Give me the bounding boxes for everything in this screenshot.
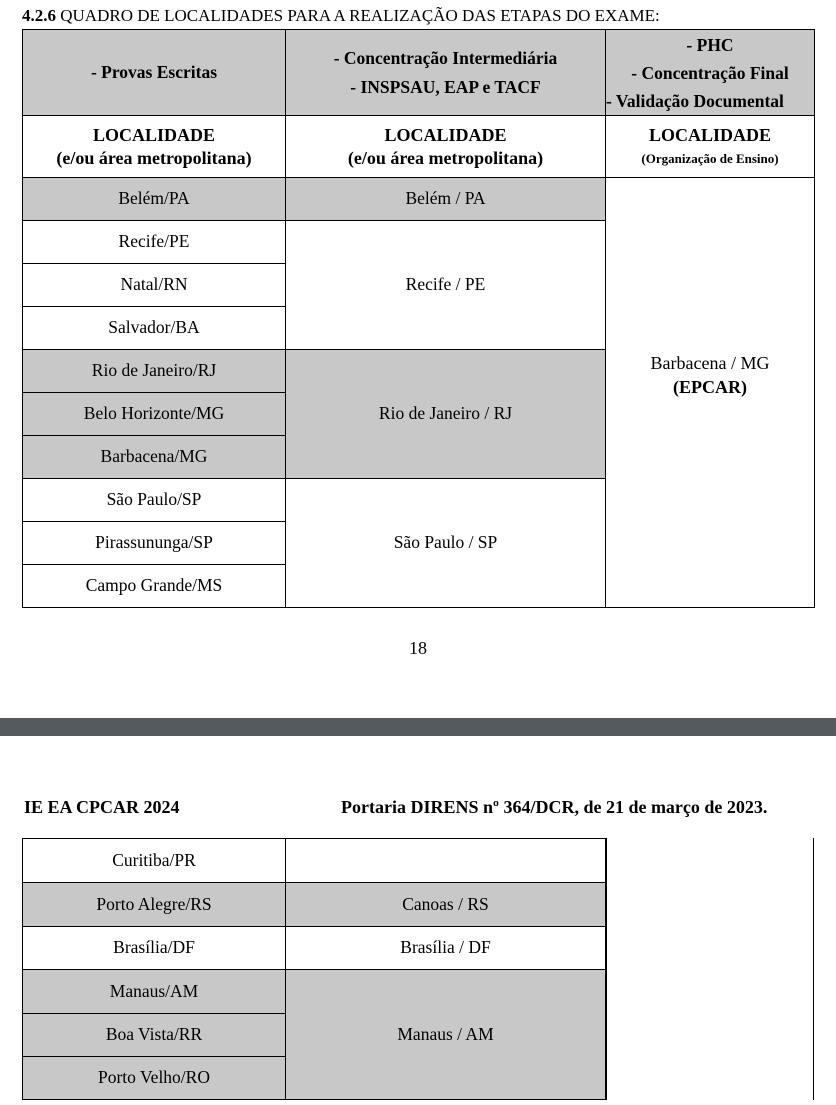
group-cell: São Paulo / SP <box>286 479 606 608</box>
group-cell: Rio de Janeiro / RJ <box>286 350 606 479</box>
city-cell: Belém/PA <box>23 178 286 221</box>
group-cell <box>286 839 606 883</box>
section-heading <box>22 6 660 26</box>
running-header-left: IE EA CPCAR 2024 <box>24 797 180 817</box>
group-cell: Canoas / RS <box>286 883 606 927</box>
city-cell: Curitiba/PR <box>23 839 286 883</box>
table-row <box>23 839 606 883</box>
city-cell: Salvador/BA <box>23 307 286 350</box>
group-cell: Brasília / DF <box>286 927 606 970</box>
table-row <box>23 970 606 1014</box>
table-row <box>23 883 606 927</box>
subheader-col2: LOCALIDADE (e/ou área metropolitana) <box>286 116 606 178</box>
city-cell: Boa Vista/RR <box>23 1014 286 1057</box>
group-cell: Recife / PE <box>286 221 606 350</box>
section-number: 4.2.6 <box>22 6 56 25</box>
city-cell: Rio de Janeiro/RJ <box>23 350 286 393</box>
page-number: 18 <box>409 638 427 658</box>
page-divider <box>0 718 836 736</box>
city-cell: Recife/PE <box>23 221 286 264</box>
table-row <box>23 178 815 221</box>
group-cell: Manaus / AM <box>286 970 606 1100</box>
city-cell: Pirassununga/SP <box>23 522 286 565</box>
table-header-row <box>23 30 815 116</box>
city-cell: Belo Horizonte/MG <box>23 393 286 436</box>
subheader-col3: LOCALIDADE (Organização de Ensino) <box>606 116 815 178</box>
city-cell: Barbacena/MG <box>23 436 286 479</box>
locations-table <box>22 29 815 608</box>
city-cell: Brasília/DF <box>23 927 286 970</box>
city-cell: Porto Alegre/RS <box>23 883 286 927</box>
running-header-right: Portaria DIRENS nº 364/DCR, de 21 de março de 2023. <box>341 797 768 817</box>
final-location-continued <box>606 838 814 1100</box>
final-location-cell: Barbacena / MG (EPCAR) <box>606 178 815 608</box>
city-cell: São Paulo/SP <box>23 479 286 522</box>
city-cell: Natal/RN <box>23 264 286 307</box>
city-cell: Porto Velho/RO <box>23 1057 286 1100</box>
table-subheader-row <box>23 116 815 178</box>
city-cell: Manaus/AM <box>23 970 286 1014</box>
header-intermediate: - Concentração Intermediária - INSPSAU, EAP e TACF <box>286 30 606 116</box>
section-title: QUADRO DE LOCALIDADES PARA A REALIZAÇÃO DAS ETAPAS DO EXAME: <box>60 6 660 25</box>
group-cell: Belém / PA <box>286 178 606 221</box>
locations-table-continued <box>22 838 606 1100</box>
header-final: - PHC - Concentração Final - Validação Documental <box>606 30 815 116</box>
subheader-col1: LOCALIDADE (e/ou área metropolitana) <box>23 116 286 178</box>
header-written-exams: - Provas Escritas <box>23 30 286 116</box>
table-row <box>23 927 606 970</box>
city-cell: Campo Grande/MS <box>23 565 286 608</box>
